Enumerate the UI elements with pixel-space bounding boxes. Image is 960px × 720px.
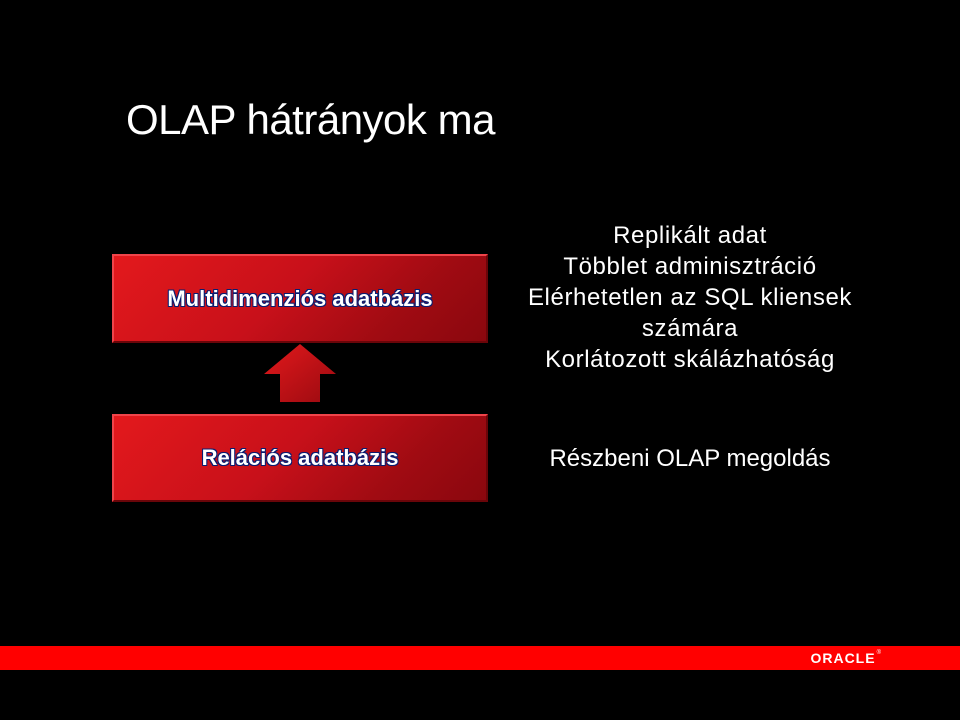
slide-title: OLAP hátrányok ma [126, 96, 495, 143]
list-item: Elérhetetlen az SQL kliensek [527, 284, 853, 311]
registered-mark: ® [876, 650, 882, 656]
up-arrow-icon [264, 344, 336, 402]
oracle-logo-text: ORACLE [810, 650, 876, 666]
list-item: Replikált adat [613, 222, 767, 249]
drawbacks-list [500, 220, 880, 375]
multidimensional-database-box [112, 254, 488, 343]
oracle-logo [810, 650, 882, 666]
relational-database-label: Relációs adatbázis [201, 445, 399, 470]
list-item: Többlet adminisztráció [563, 253, 817, 280]
list-item: Korlátozott skálázhatóság [545, 346, 835, 373]
footer-bar [0, 646, 960, 670]
multidimensional-database-label: Multidimenziós adatbázis [167, 285, 433, 311]
partial-olap-solution-text: Részbeni OLAP megoldás [549, 445, 831, 472]
list-item: számára [641, 315, 739, 342]
relational-database-box [112, 414, 488, 502]
